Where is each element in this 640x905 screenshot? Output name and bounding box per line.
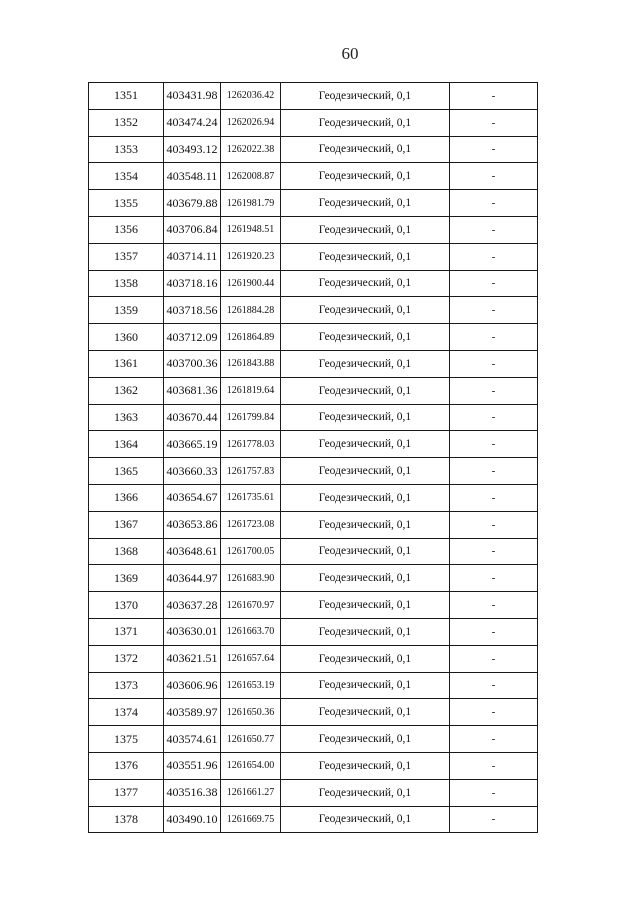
y-coordinate-cell: 1261723.08 — [221, 511, 281, 538]
note-cell: - — [450, 645, 538, 672]
page-number: 60 — [341, 44, 359, 63]
x-coordinate-cell: 403700.36 — [164, 350, 221, 377]
method-accuracy-cell: Геодезический, 0,1 — [281, 216, 450, 243]
note-cell: - — [450, 216, 538, 243]
x-coordinate-cell: 403589.97 — [164, 699, 221, 726]
x-coordinate-cell: 403474.24 — [164, 109, 221, 136]
y-coordinate-cell: 1261819.64 — [221, 377, 281, 404]
note-cell: - — [450, 618, 538, 645]
point-number-cell: 1360 — [89, 324, 164, 351]
y-coordinate-cell: 1261900.44 — [221, 270, 281, 297]
method-accuracy-cell: Геодезический, 0,1 — [281, 190, 450, 217]
method-accuracy-cell: Геодезический, 0,1 — [281, 592, 450, 619]
y-coordinate-cell: 1261864.89 — [221, 324, 281, 351]
table-row — [89, 645, 538, 672]
method-accuracy-cell: Геодезический, 0,1 — [281, 350, 450, 377]
note-cell: - — [450, 699, 538, 726]
method-accuracy-cell: Геодезический, 0,1 — [281, 243, 450, 270]
point-number-cell: 1359 — [89, 297, 164, 324]
note-cell: - — [450, 538, 538, 565]
note-cell: - — [450, 484, 538, 511]
point-number-cell: 1365 — [89, 458, 164, 485]
x-coordinate-cell: 403516.38 — [164, 779, 221, 806]
note-cell: - — [450, 270, 538, 297]
method-accuracy-cell: Геодезический, 0,1 — [281, 672, 450, 699]
y-coordinate-cell: 1261654.00 — [221, 752, 281, 779]
x-coordinate-cell: 403644.97 — [164, 565, 221, 592]
table-row — [89, 565, 538, 592]
table-row — [89, 350, 538, 377]
note-cell: - — [450, 511, 538, 538]
x-coordinate-cell: 403654.67 — [164, 484, 221, 511]
table-row — [89, 484, 538, 511]
y-coordinate-cell: 1261757.83 — [221, 458, 281, 485]
coordinates-table — [88, 82, 538, 833]
y-coordinate-cell: 1261948.51 — [221, 216, 281, 243]
method-accuracy-cell: Геодезический, 0,1 — [281, 136, 450, 163]
y-coordinate-cell: 1261657.64 — [221, 645, 281, 672]
table-row — [89, 109, 538, 136]
method-accuracy-cell: Геодезический, 0,1 — [281, 752, 450, 779]
table-row — [89, 431, 538, 458]
y-coordinate-cell: 1261661.27 — [221, 779, 281, 806]
x-coordinate-cell: 403551.96 — [164, 752, 221, 779]
point-number-cell: 1363 — [89, 404, 164, 431]
table-row — [89, 458, 538, 485]
x-coordinate-cell: 403653.86 — [164, 511, 221, 538]
x-coordinate-cell: 403431.98 — [164, 83, 221, 110]
note-cell: - — [450, 592, 538, 619]
table-row — [89, 726, 538, 753]
note-cell: - — [450, 752, 538, 779]
point-number-cell: 1374 — [89, 699, 164, 726]
y-coordinate-cell: 1261884.28 — [221, 297, 281, 324]
method-accuracy-cell: Геодезический, 0,1 — [281, 377, 450, 404]
note-cell: - — [450, 136, 538, 163]
note-cell: - — [450, 163, 538, 190]
method-accuracy-cell: Геодезический, 0,1 — [281, 270, 450, 297]
x-coordinate-cell: 403490.10 — [164, 806, 221, 833]
note-cell: - — [450, 779, 538, 806]
point-number-cell: 1357 — [89, 243, 164, 270]
note-cell: - — [450, 431, 538, 458]
method-accuracy-cell: Геодезический, 0,1 — [281, 511, 450, 538]
point-number-cell: 1352 — [89, 109, 164, 136]
note-cell: - — [450, 672, 538, 699]
point-number-cell: 1364 — [89, 431, 164, 458]
method-accuracy-cell: Геодезический, 0,1 — [281, 297, 450, 324]
point-number-cell: 1377 — [89, 779, 164, 806]
method-accuracy-cell: Геодезический, 0,1 — [281, 404, 450, 431]
y-coordinate-cell: 1261683.90 — [221, 565, 281, 592]
point-number-cell: 1370 — [89, 592, 164, 619]
x-coordinate-cell: 403706.84 — [164, 216, 221, 243]
point-number-cell: 1366 — [89, 484, 164, 511]
y-coordinate-cell: 1262008.87 — [221, 163, 281, 190]
method-accuracy-cell: Геодезический, 0,1 — [281, 484, 450, 511]
x-coordinate-cell: 403714.11 — [164, 243, 221, 270]
table-row — [89, 83, 538, 110]
table-row — [89, 270, 538, 297]
x-coordinate-cell: 403493.12 — [164, 136, 221, 163]
point-number-cell: 1353 — [89, 136, 164, 163]
y-coordinate-cell: 1261735.61 — [221, 484, 281, 511]
x-coordinate-cell: 403574.61 — [164, 726, 221, 753]
table-row — [89, 216, 538, 243]
x-coordinate-cell: 403630.01 — [164, 618, 221, 645]
point-number-cell: 1367 — [89, 511, 164, 538]
note-cell: - — [450, 297, 538, 324]
point-number-cell: 1361 — [89, 350, 164, 377]
table-row — [89, 136, 538, 163]
method-accuracy-cell: Геодезический, 0,1 — [281, 726, 450, 753]
table-row — [89, 752, 538, 779]
table-row — [89, 511, 538, 538]
table-row — [89, 190, 538, 217]
table-row — [89, 806, 538, 833]
y-coordinate-cell: 1261669.75 — [221, 806, 281, 833]
table-row — [89, 779, 538, 806]
table-row — [89, 297, 538, 324]
point-number-cell: 1362 — [89, 377, 164, 404]
note-cell: - — [450, 404, 538, 431]
table-row — [89, 672, 538, 699]
x-coordinate-cell: 403548.11 — [164, 163, 221, 190]
x-coordinate-cell: 403621.51 — [164, 645, 221, 672]
point-number-cell: 1375 — [89, 726, 164, 753]
method-accuracy-cell: Геодезический, 0,1 — [281, 699, 450, 726]
note-cell: - — [450, 83, 538, 110]
note-cell: - — [450, 109, 538, 136]
x-coordinate-cell: 403670.44 — [164, 404, 221, 431]
x-coordinate-cell: 403718.56 — [164, 297, 221, 324]
point-number-cell: 1355 — [89, 190, 164, 217]
point-number-cell: 1371 — [89, 618, 164, 645]
point-number-cell: 1351 — [89, 83, 164, 110]
x-coordinate-cell: 403681.36 — [164, 377, 221, 404]
point-number-cell: 1369 — [89, 565, 164, 592]
y-coordinate-cell: 1261663.70 — [221, 618, 281, 645]
point-number-cell: 1356 — [89, 216, 164, 243]
y-coordinate-cell: 1261650.77 — [221, 726, 281, 753]
method-accuracy-cell: Геодезический, 0,1 — [281, 458, 450, 485]
y-coordinate-cell: 1261778.03 — [221, 431, 281, 458]
x-coordinate-cell: 403679.88 — [164, 190, 221, 217]
method-accuracy-cell: Геодезический, 0,1 — [281, 163, 450, 190]
method-accuracy-cell: Геодезический, 0,1 — [281, 538, 450, 565]
table-row — [89, 538, 538, 565]
x-coordinate-cell: 403606.96 — [164, 672, 221, 699]
table-row — [89, 377, 538, 404]
y-coordinate-cell: 1262022.38 — [221, 136, 281, 163]
method-accuracy-cell: Геодезический, 0,1 — [281, 431, 450, 458]
x-coordinate-cell: 403665.19 — [164, 431, 221, 458]
point-number-cell: 1373 — [89, 672, 164, 699]
table-row — [89, 592, 538, 619]
x-coordinate-cell: 403637.28 — [164, 592, 221, 619]
x-coordinate-cell: 403718.16 — [164, 270, 221, 297]
x-coordinate-cell: 403648.61 — [164, 538, 221, 565]
method-accuracy-cell: Геодезический, 0,1 — [281, 618, 450, 645]
y-coordinate-cell: 1261799.84 — [221, 404, 281, 431]
method-accuracy-cell: Геодезический, 0,1 — [281, 806, 450, 833]
note-cell: - — [450, 726, 538, 753]
y-coordinate-cell: 1261920.23 — [221, 243, 281, 270]
method-accuracy-cell: Геодезический, 0,1 — [281, 109, 450, 136]
x-coordinate-cell: 403712.09 — [164, 324, 221, 351]
note-cell: - — [450, 350, 538, 377]
y-coordinate-cell: 1261843.88 — [221, 350, 281, 377]
method-accuracy-cell: Геодезический, 0,1 — [281, 565, 450, 592]
note-cell: - — [450, 324, 538, 351]
y-coordinate-cell: 1261700.05 — [221, 538, 281, 565]
table-row — [89, 699, 538, 726]
point-number-cell: 1378 — [89, 806, 164, 833]
method-accuracy-cell: Геодезический, 0,1 — [281, 645, 450, 672]
x-coordinate-cell: 403660.33 — [164, 458, 221, 485]
point-number-cell: 1358 — [89, 270, 164, 297]
note-cell: - — [450, 458, 538, 485]
point-number-cell: 1376 — [89, 752, 164, 779]
method-accuracy-cell: Геодезический, 0,1 — [281, 779, 450, 806]
coordinates-table-body — [89, 83, 538, 833]
table-row — [89, 243, 538, 270]
y-coordinate-cell: 1261650.36 — [221, 699, 281, 726]
y-coordinate-cell: 1261653.19 — [221, 672, 281, 699]
y-coordinate-cell: 1261670.97 — [221, 592, 281, 619]
note-cell: - — [450, 565, 538, 592]
note-cell: - — [450, 806, 538, 833]
method-accuracy-cell: Геодезический, 0,1 — [281, 83, 450, 110]
point-number-cell: 1372 — [89, 645, 164, 672]
note-cell: - — [450, 377, 538, 404]
y-coordinate-cell: 1261981.79 — [221, 190, 281, 217]
method-accuracy-cell: Геодезический, 0,1 — [281, 324, 450, 351]
table-row — [89, 163, 538, 190]
point-number-cell: 1354 — [89, 163, 164, 190]
point-number-cell: 1368 — [89, 538, 164, 565]
note-cell: - — [450, 243, 538, 270]
table-row — [89, 404, 538, 431]
table-row — [89, 618, 538, 645]
note-cell: - — [450, 190, 538, 217]
table-row — [89, 324, 538, 351]
y-coordinate-cell: 1262026.94 — [221, 109, 281, 136]
y-coordinate-cell: 1262036.42 — [221, 83, 281, 110]
